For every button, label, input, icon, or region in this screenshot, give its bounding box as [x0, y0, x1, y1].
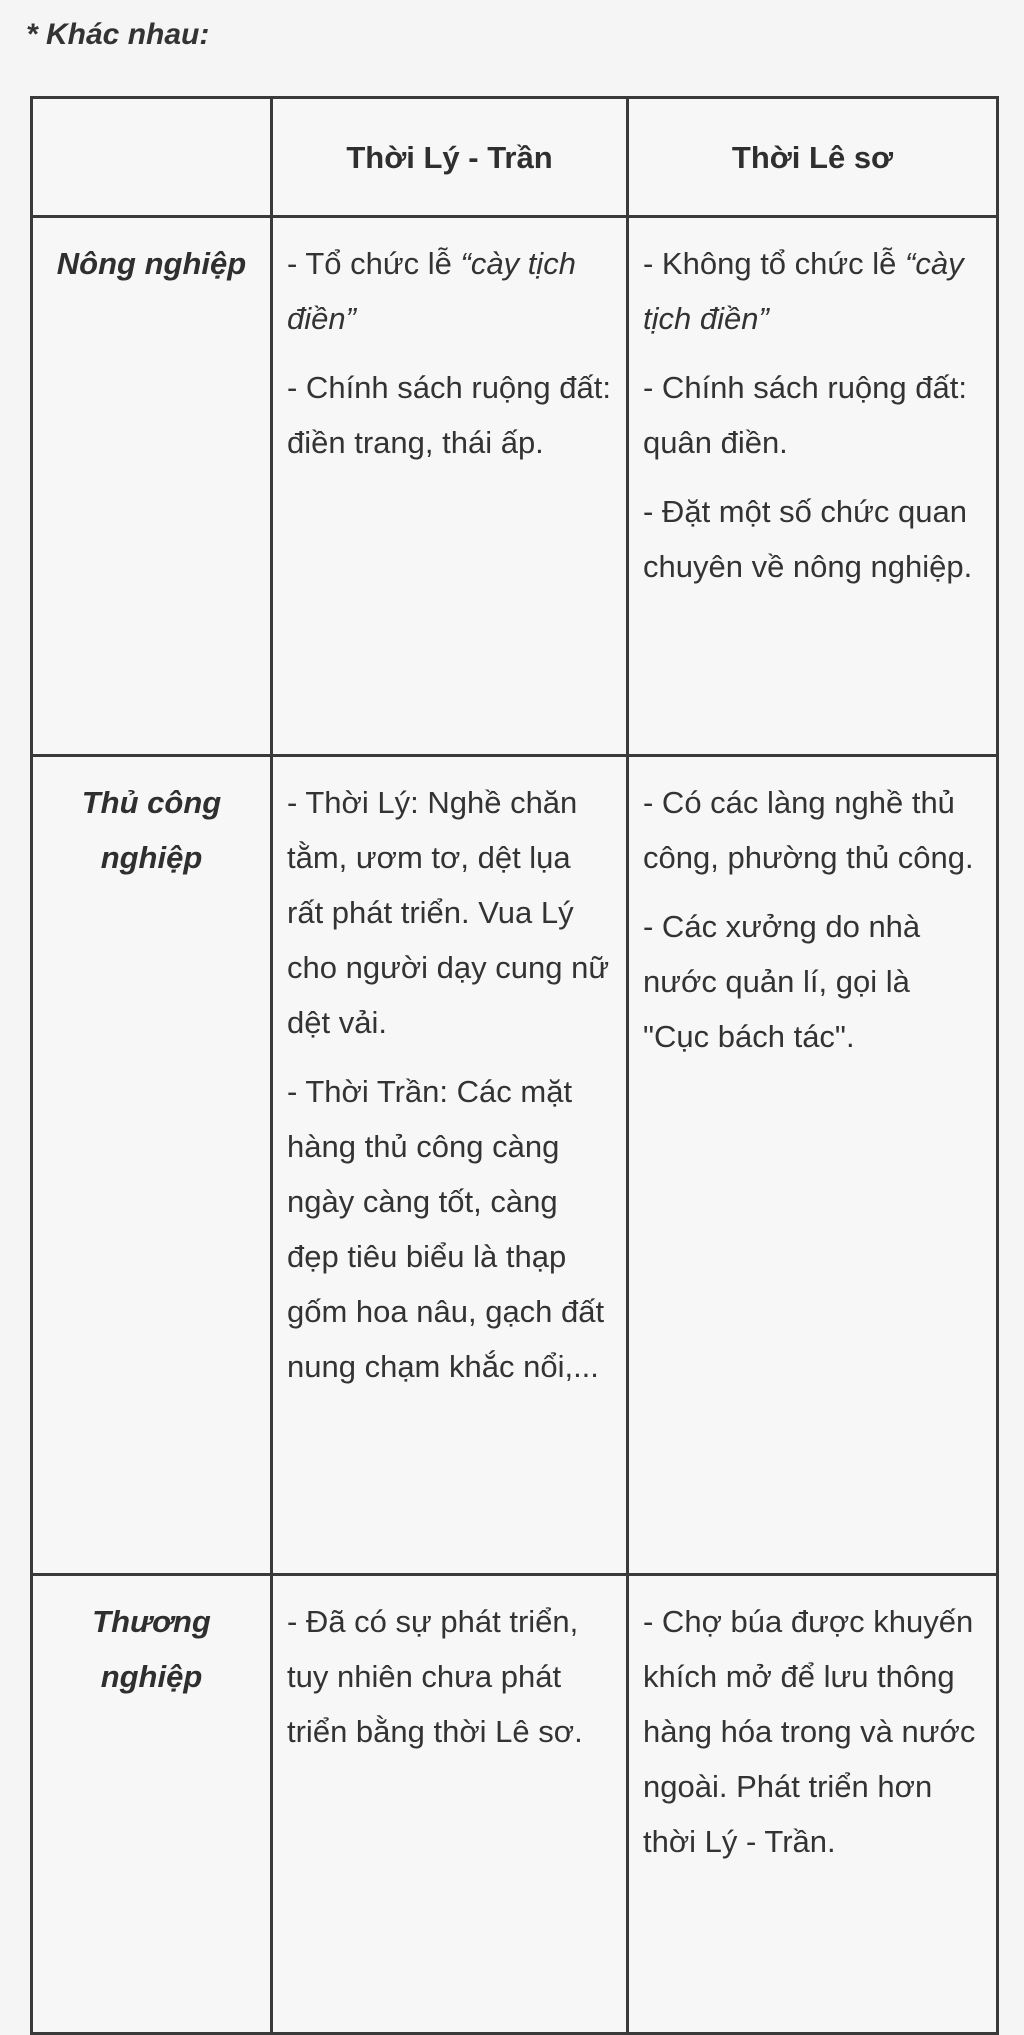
cell-paragraph: - Chính sách ruộng đất: điền trang, thái ấp.: [287, 370, 611, 460]
cell-quote: “cày tịch điền”: [643, 246, 964, 336]
cell-paragraph: - Chợ búa được khuyến khích mở để lưu thông hàng hóa trong và nước ngoài. Phát triển hơn thời Lý - Trần.: [643, 1604, 976, 1859]
cell-paragraph: [643, 236, 982, 346]
table-row: [32, 217, 998, 756]
cell-thu-cong-nghiep-ly-tran: [272, 756, 628, 1575]
cell-paragraph: - Thời Lý: Nghề chăn tằm, ươm tơ, dệt lụa rất phát triển. Vua Lý cho người dạy cung nữ dệt vải.: [287, 785, 610, 1040]
cell-paragraph: - Thời Trần: Các mặt hàng thủ công càng ngày càng tốt, càng đẹp tiêu biểu là thạp gốm hoa nâu, gạch đất nung chạm khắc nổi,...: [287, 1074, 605, 1384]
row-label-thuong-nghiep: Thương nghiệp: [32, 1575, 272, 2034]
header-ly-tran: Thời Lý - Trần: [272, 98, 628, 217]
cell-paragraph: - Các xưởng do nhà nước quản lí, gọi là "Cục bách tác".: [643, 909, 921, 1054]
cell-paragraph: [287, 236, 612, 346]
cell-nong-nghiep-le-so: [628, 217, 998, 756]
comparison-table: [30, 96, 999, 2035]
cell-thuong-nghiep-le-so: [628, 1575, 998, 2034]
table-header-row: [32, 98, 998, 217]
cell-nong-nghiep-ly-tran: [272, 217, 628, 756]
cell-text: - Không tổ chức lễ: [643, 246, 906, 281]
cell-text: - Tổ chức lễ: [287, 246, 461, 281]
cell-thu-cong-nghiep-le-so: [628, 756, 998, 1575]
header-le-so: Thời Lê sơ: [628, 98, 998, 217]
cell-paragraph: - Đặt một số chức quan chuyên về nông nghiệp.: [643, 494, 973, 584]
table-row: [32, 1575, 998, 2034]
cell-paragraph: - Đã có sự phát triển, tuy nhiên chưa phát triển bằng thời Lê sơ.: [287, 1604, 583, 1749]
row-label-thu-cong-nghiep: Thủ công nghiệp: [32, 756, 272, 1575]
section-heading: * Khác nhau:: [26, 18, 210, 51]
row-label-nong-nghiep: Nông nghiệp: [32, 217, 272, 756]
cell-thuong-nghiep-ly-tran: [272, 1575, 628, 2034]
table-row: [32, 756, 998, 1575]
cell-paragraph: - Có các làng nghề thủ công, phường thủ công.: [643, 785, 974, 875]
cell-paragraph: - Chính sách ruộng đất: quân điền.: [643, 370, 967, 460]
header-empty-cell: [32, 98, 272, 217]
cell-quote: “cày tịch điền”: [287, 246, 576, 336]
